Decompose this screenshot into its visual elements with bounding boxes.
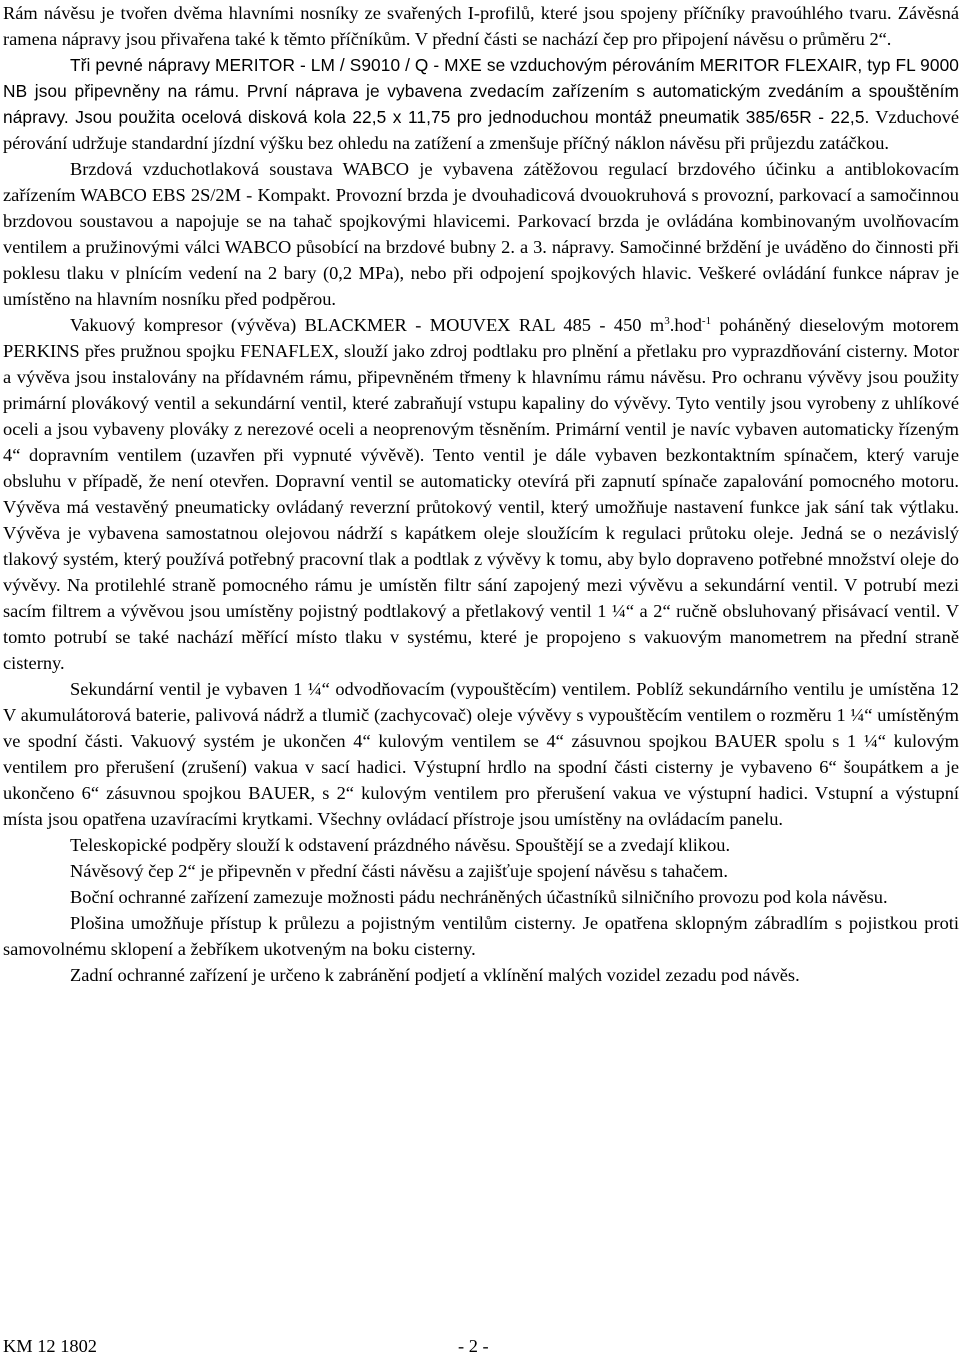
axles-description: Tři pevné nápravy MERITOR - LM / S9010 / Q - MXE se vzduchovým pérováním MERITOR FLEXAIR, typ FL 9000 NB jsou připevněny na rámu. První náprava je vybavena zvedacím zařízením s automatickým zvedáním a spouštěním nápravy. Jsou použita ocelová disková kola 22,5 x 11,75 pro jednoduchou montáž pneumatik 385/65R - 22,5. xyxy=(3,55,959,127)
paragraph-kingpin: Návěsový čep 2“ je připevněn v přední části návěsu a zajišťuje spojení návěsu s tahačem. xyxy=(70,861,728,881)
page-footer xyxy=(3,1333,503,1359)
paragraph-side-guard: Boční ochranné zařízení zamezuje možnosti pádu nechráněných účastníků silničního provozu pod kola návěsu. xyxy=(70,887,888,907)
paragraph-axles xyxy=(3,52,959,156)
paragraph-rear-guard: Zadní ochranné zařízení je určeno k zabránění podjetí a vklínění malých vozidel zezadu pod návěs. xyxy=(70,965,800,985)
superscript-cubic: 3 xyxy=(664,315,670,327)
compressor-details: poháněný dieselovým motorem PERKINS přes pružnou spojku FENAFLEX, slouží jako zdroj podtlaku pro plnění a přetlaku pro vyprazdňování cisterny. Motor a vývěva jsou instalovány na přídavném rámu, připevněném třmeny k hlavnímu rámu návěsu. Pro ochranu vývěvy jsou použity primární plovákový ventil a sekundární ventil, které zabraňují vstupu kapaliny do vývěvy. Tyto ventily jsou vyrobeny z uhlíkové oceli a jsou vybaveny plováky z nerezové oceli a neoprenovým těsněním. Primární ventil je navíc vybaven automaticky řízeným 4“ dopravním ventilem (uzavřen při vypnuté vývěvě). Tento ventil je dále vybaven bezkontaktním spínačem, který varuje obsluhu v případě, že není otevřen. Dopravní ventil se automaticky otevírá při zapnutí spínače zapalování pomocného motoru. Vývěva má vestavěný pneumaticky ovládaný reverzní průtokový ventil, který umožňuje nastavení funkce jak sání tak výtlaku. Vývěva je vybavena samostatnou olejovou nádrží s kapátkem oleje sloužícím k regulaci průtoku oleje. Jedná se o nezávislý tlakový systém, který používá potřebný pracovní tlak a podtlak z vývěvy k tomu, aby bylo dopraveno potřebné množství oleje do vývěvy. Na protilehlé straně pomocného rámu je umístěn filtr sání zapojený mezi vývěvu a sekundární ventil. V potrubí mezi sacím filtrem a vývěvou jsou umístěny pojistný podtlakový a přetlakový ventil 1 ¼“ a 2“ ručně obsluhovaný přisávací ventil. V tomto potrubí se také nachází měřící místo tlaku v systému, které je propojeno s vakuovým manometrem na přední straně cisterny. xyxy=(3,315,959,673)
compressor-intro: Vakuový kompresor (vývěva) BLACKMER - MOUVEX RAL 485 - 450 m xyxy=(70,315,665,335)
paragraph-secondary-valve: Sekundární ventil je vybaven 1 ¼“ odvodňovacím (vypouštěcím) ventilem. Poblíž sekundárního ventilu je umístěna 12 V akumulátorová baterie, palivová nádrž a tlumič (zachycovač) oleje vývěvy s vypouštěcím ventilem o rozměru 1 ¼“ umístěným ve spodní části. Vakuový systém je ukončen 4“ kulovým ventilem se 4“ zásuvnou spojkou BAUER spolu s 1 ¼“ kulovým ventilem pro přerušení (zrušení) vakua v sací hadici. Výstupní hrdlo na spodní části cisterny je vybaveno 6“ šoupátkem a je ukončeno 6“ zásuvnou spojkou BAUER, s 2“ kulovým ventilem pro přerušení vakua ve výstupní hadici. Vstupní a výstupní místa jsou opatřena uzavíracími krytkami. Všechny ovládací přístroje jsou umístěny na ovládacím panelu. xyxy=(3,679,959,829)
paragraph-platform: Plošina umožňuje přístup k průlezu a pojistným ventilům cisterny. Je opatřena sklopným zábradlím s pojistkou proti samovolnému sklopení a žebříkem ukotveným na boku cisterny. xyxy=(3,913,959,959)
document-body xyxy=(3,0,959,988)
paragraph-supports: Teleskopické podpěry slouží k odstavení prázdného návěsu. Spouštějí se a zvedají klikou. xyxy=(70,835,731,855)
paragraph-frame: Rám návěsu je tvořen dvěma hlavními nosníky ze svařených I-profilů, které jsou spojeny příčníky pravoúhlého tvaru. Závěsná ramena nápravy jsou přivařena také k těmto příčníkům. V přední části se nachází čep pro připojení návěsu o průměru 2“. xyxy=(3,3,959,49)
document-code: KM 12 1802 xyxy=(3,1336,98,1356)
compressor-unit: .hod xyxy=(669,315,702,335)
superscript-per-hour: -1 xyxy=(701,315,712,327)
paragraph-vacuum-compressor xyxy=(3,312,959,676)
paragraph-brakes: Brzdová vzduchotlaková soustava WABCO je vybavena zátěžovou regulací brzdového účinku a antiblokovacím zařízením WABCO EBS 2S/2M - Kompakt. Provozní brzda je dvouhadicová dvouokruhová s provozní, parkovací a samočinnou brzdovou soustavou a napojuje se na tahač spojkovými hlavicemi. Parkovací brzda je ovládána kombinovaným uvolňovacím ventilem a pružinovými válci WABCO působící na brzdové bubny 2. a 3. nápravy. Samočinné brždění je uváděno do činnosti při poklesu tlaku v plnícím vedení na 2 bary (0,2 MPa), nebo při odpojení spojkových hlavic. Veškeré ovládání funkce náprav je umístěno na hlavním nosníku před podpěrou. xyxy=(3,159,959,309)
suspension-description: Vzduchové pérování udržuje standardní jízdní výšku bez ohledu na zatížení a zmenšuje příčný náklon návěsu při průjezdu zatáčkou. xyxy=(3,107,959,153)
page-number: - 2 - xyxy=(458,1336,489,1356)
